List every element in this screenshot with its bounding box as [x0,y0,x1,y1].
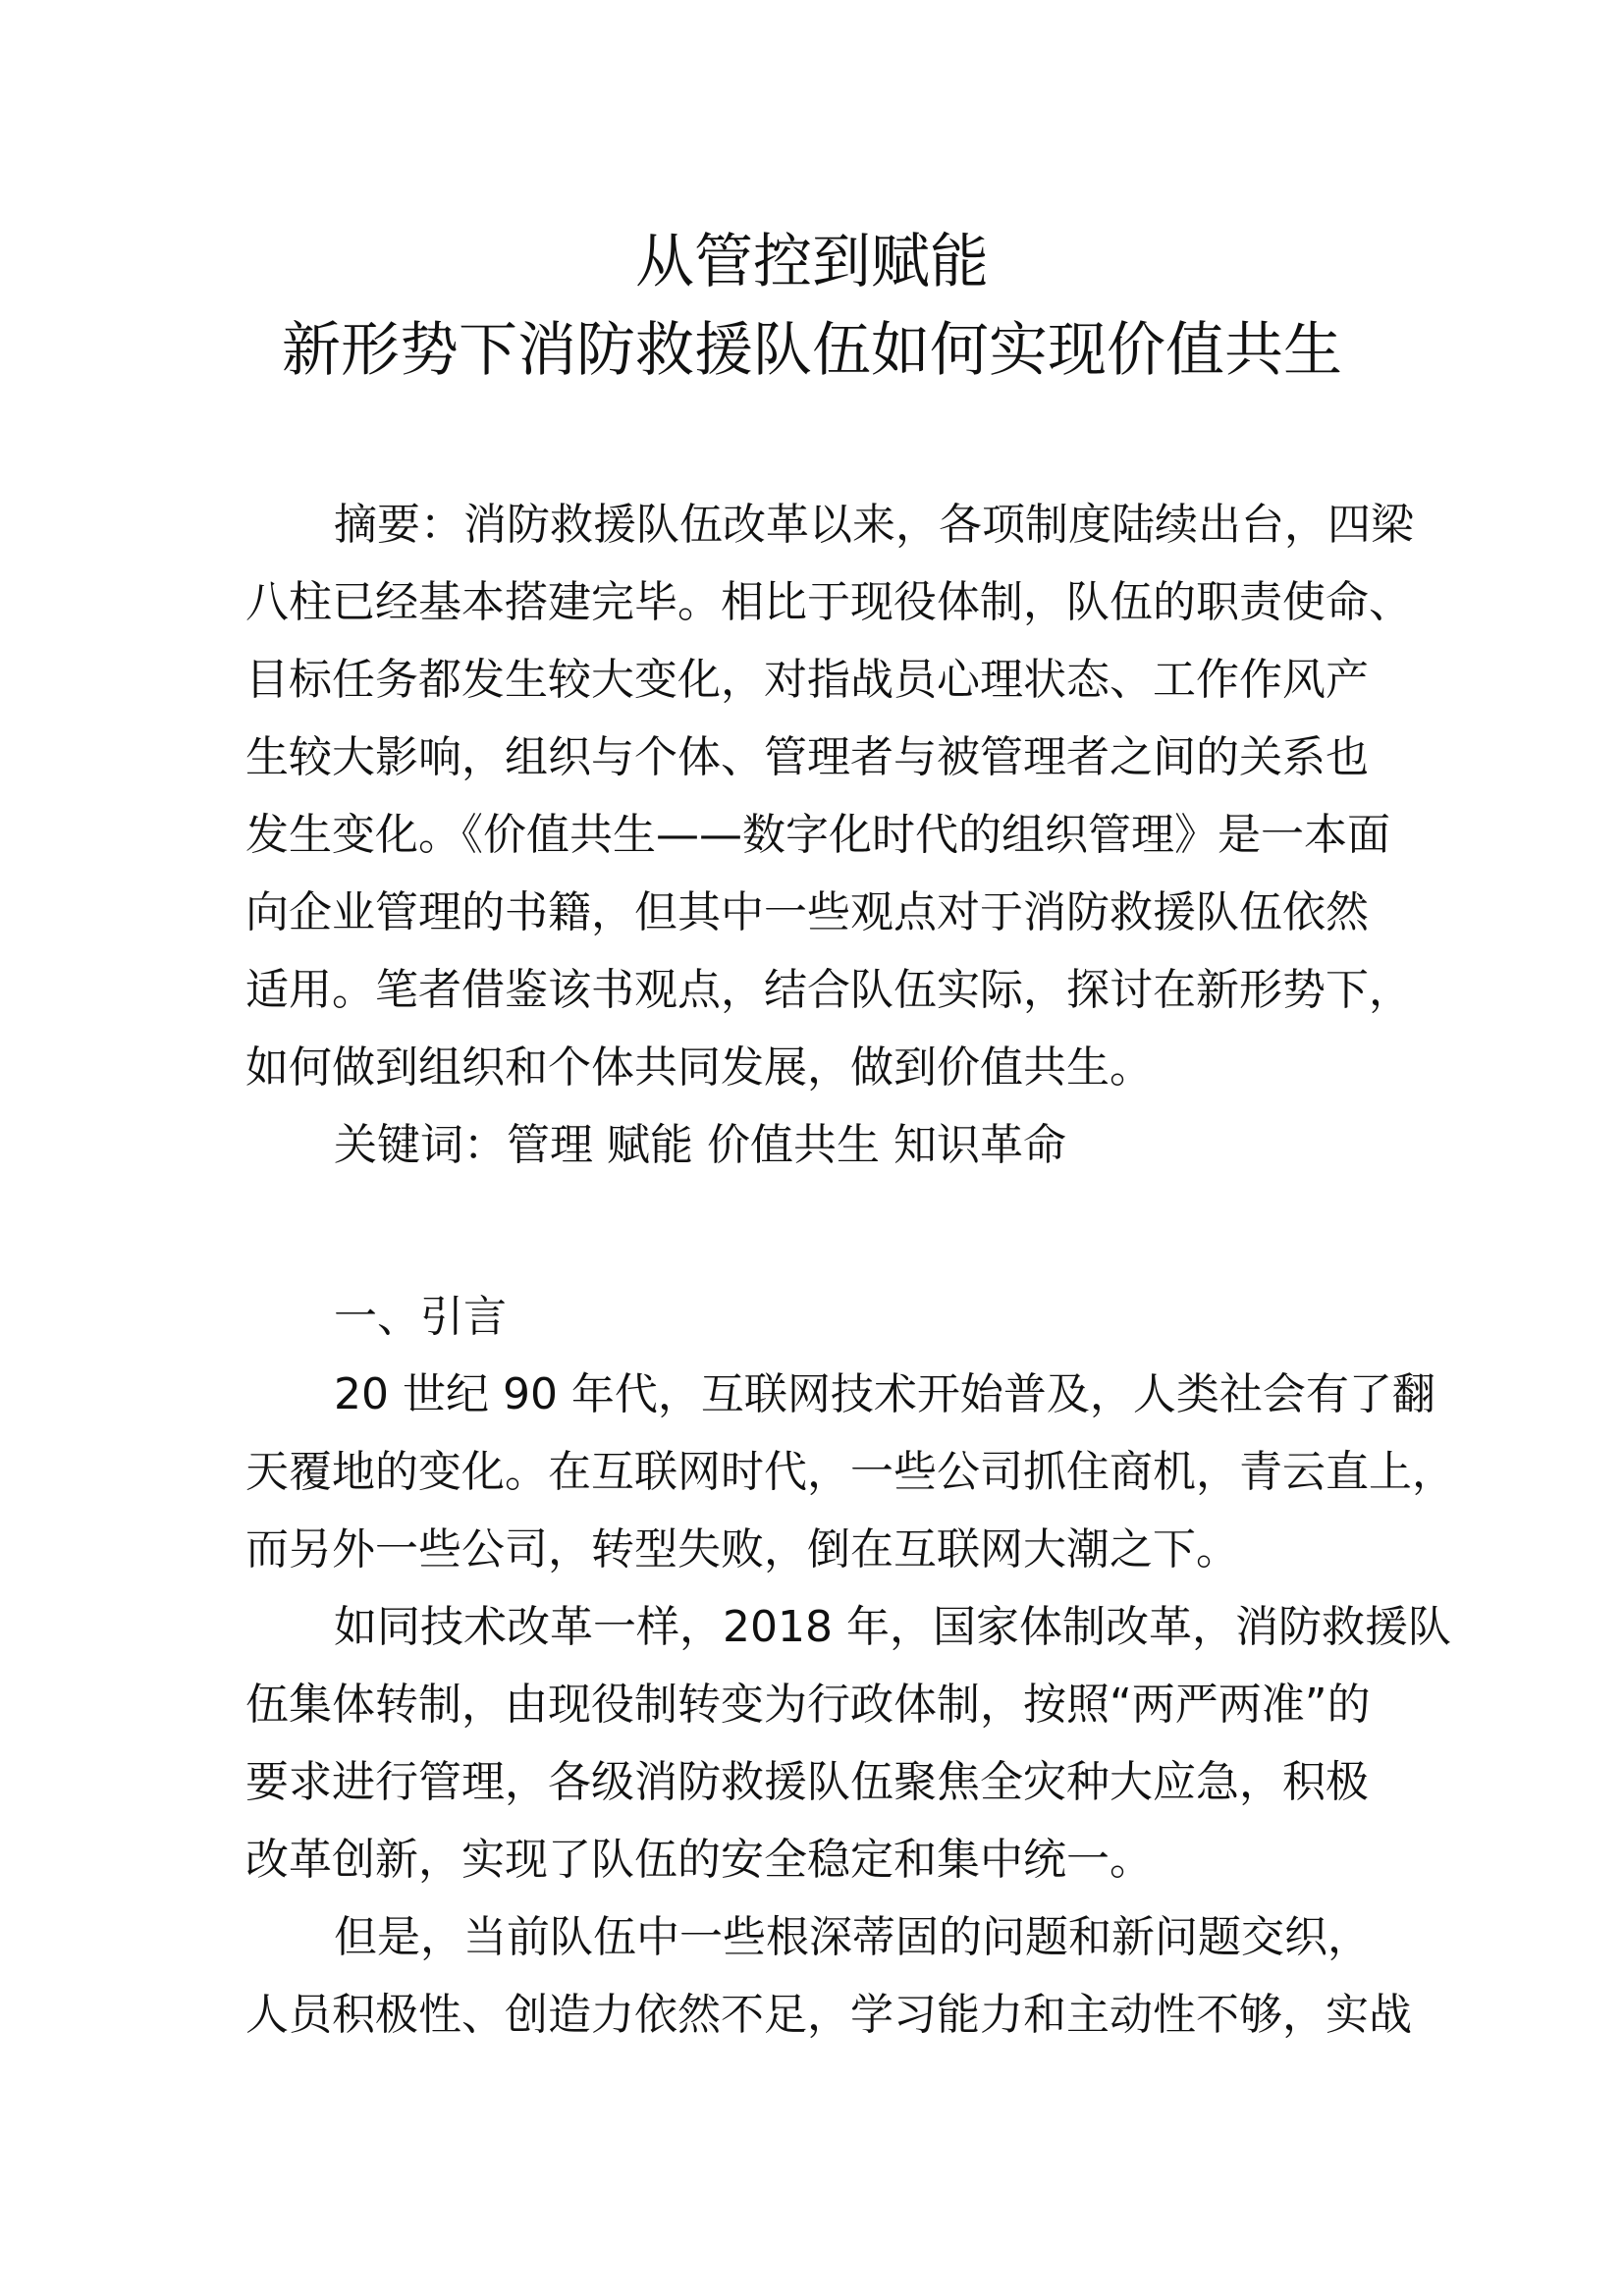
abstract-line: 如何做到组织和个体共同发展，做到价值共生。 [245,1042,1153,1093]
document-title [177,218,1447,395]
abstract-line: 目标任务都发生较大变化，对指战员心理状态、工作作风产 [245,655,1369,705]
paragraph-line: 天覆地的变化。在互联网时代，一些公司抓住商机，青云直上， [245,1447,1455,1497]
paragraph-line: 如同技术改革一样，2018 年，国家体制改革，消防救援队 [334,1602,1451,1652]
paragraph-line: 伍集体转制，由现役制转变为行政体制，按照“两严两准”的 [245,1680,1371,1730]
abstract-paragraph [245,486,1414,1106]
paragraph-1 [245,1356,1455,1588]
paragraph-line: 而另外一些公司，转型失败，倒在互联网大潮之下。 [245,1524,1239,1575]
paragraph-line: 但是，当前队伍中一些根深蒂固的问题和新问题交织， [334,1912,1371,1962]
abstract-line: 八柱已经基本搭建完毕。相比于现役体制，队伍的职责使命、 [245,577,1412,627]
paragraph-line: 要求进行管理，各级消防救援队伍聚焦全灾种大应急，积极 [245,1757,1369,1807]
title-line-1: 从管控到赋能 [635,228,989,296]
paragraph-line: 人员积极性、创造力依然不足，学习能力和主动性不够，实战 [245,1990,1412,2040]
abstract-line: 向企业管理的书籍，但其中一些观点对于消防救援队伍依然 [245,887,1369,937]
paragraph-2 [245,1588,1451,1898]
section-spacer [245,1184,1384,1278]
abstract-line: 摘要：消防救援队伍改革以来，各项制度陆续出台，四梁 [334,500,1414,550]
keywords-line: 关键词：管理 赋能 价值共生 知识革命 [334,1120,1066,1170]
document-body [245,486,1455,2054]
paragraph-line: 改革创新，实现了队伍的安全稳定和集中统一。 [245,1835,1153,1885]
paragraph-3 [245,1898,1412,2054]
title-line-2: 新形势下消防救援队伍如何实现价值共生 [282,316,1342,385]
abstract-line: 生较大影响，组织与个体、管理者与被管理者之间的关系也 [245,732,1369,782]
abstract-line: 发生变化。《价值共生——数字化时代的组织管理》是一本面 [245,810,1390,860]
paragraph-line: 20 世纪 90 年代，互联网技术开始普及，人类社会有了翻 [334,1369,1435,1419]
abstract-line: 适用。笔者借鉴该书观点，结合队伍实际，探讨在新形势下， [245,965,1412,1015]
section-heading: 一、引言 [334,1292,507,1342]
